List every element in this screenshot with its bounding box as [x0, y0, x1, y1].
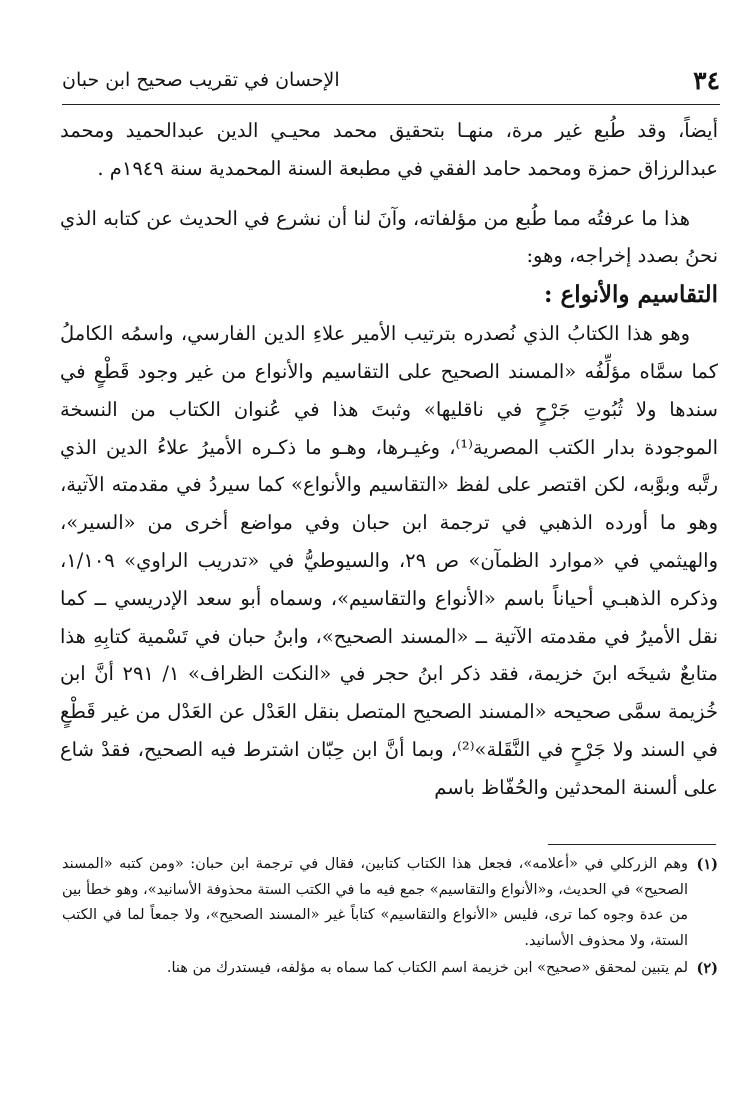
- page-number: ٣٤: [693, 65, 720, 95]
- main-text: [60, 112, 718, 807]
- paragraph-book-title: وهو هذا الكتابُ الذي نُصدره بترتيب الأمير علاءِ الدين الفارسي، واسمُه الكاملُ كما سمَّاه مؤلِّفُه «المسند الصحيح على التقاسيم والأنواع من غير وجود قَطْعٍ في سندها ولا ثُبُوتِ جَرْحٍ في ناقليها» وثبتَ هذا في عُنوان الكتاب من النسخة الموجودة بدار الكتب المصرية⁽¹⁾، وغيـرها، وهـو ما ذكـره الأميرُ علاءُ الدين الذي رتَّبه وبوَّبه، لكن اقتصر على لفظ «التقاسيم والأنواع» كما سيردُ في مقدمته الآتية، وهو ما أورده الذهبي في ترجمة ابن حبان وفي مواضع أخرى من «السير»، والهيثمي في «موارد الظمآن» ص ٢٩، والسيوطيُّ في «تدريب الراوي» ١/١٠٩، وذكره الذهبـي أحياناً باسم «الأنواع والتقاسيم»، وسماه أبو سعد الإدريسي ــ كما نقل الأميرُ في مقدمته الآتية ــ «المسند الصحيح»، وابنُ حبان في تَسْمية كتابِهِ هذا متابعٌ شيخَه ابنَ خزيمة، فقد ذكر ابنُ حجر في «النكت الظراف» ١/ ٢٩١ أنَّ ابن خُزيمة سمَّى صحيحه «المسند الصحيح المتصل بنقل العَدْل عن العَدْل من غير قَطْعٍ في السند ولا جَرْحٍ في النَّقَلة»⁽²⁾، وبما أنَّ ابن حِبّان اشترط فيه الصحيح، فقدْ شاع على ألسنة المحدثين والحُفّاظ باسم: [60, 322, 719, 799]
- section-heading: التقاسيم والأنواع :: [543, 281, 718, 309]
- footnote-marker: (٢): [696, 960, 718, 978]
- paragraph-edition-note: أيضاً، وقد طُبع غير مرة، منهـا بتحقيق محمد محيـي الدين عبدالحميد ومحمد عبدالرزاق حمزة ومحمد حامد الفقي في مطبعة السنة المحمدية سنة ١٩٤٩م .: [60, 119, 718, 180]
- footnote-text: وهم الزركلي في «أعلامه»، فجعل هذا الكتاب كتابين، فقال في ترجمة ابن حبان: «ومن كتبه «المسند الصحيح» في الحديث، و«الأنواع والتقاسيم» جمع فيه ما في الكتب الستة محذوفة الأسانيد»، وهو خطأ بين من عدة وجوه كما ترى، فليس «الأنواع والتقاسيم» كتاباً غير «المسند الصحيح»، ولا جمعاً لما في الكتب الستة، ولا محذوف الأسانيد.: [62, 856, 688, 949]
- footnote-1: [62, 852, 718, 954]
- footnote-marker: (١): [696, 856, 718, 873]
- footnotes: [62, 852, 718, 984]
- paragraph-transition: هذا ما عرفتُه مما طُبع من مؤلفاته، وآنَ لنا أن نشرع في الحديث عن كتابه الذي نحنُ بصدد إخراجه، وهو:: [60, 206, 718, 268]
- footnote-text: لم يتبين لمحقق «صحيح» ابن خزيمة اسم الكتاب كما سماه به مؤلفه، فيستدرك من هنا.: [166, 960, 688, 977]
- footnote-rule: [548, 844, 716, 845]
- running-title: الإحسان في تقريب صحيح ابن حبان: [62, 69, 340, 91]
- footnote-2: [62, 956, 718, 982]
- header-rule: [62, 104, 720, 105]
- running-head: [62, 62, 720, 98]
- paragraph-gap: [60, 188, 718, 200]
